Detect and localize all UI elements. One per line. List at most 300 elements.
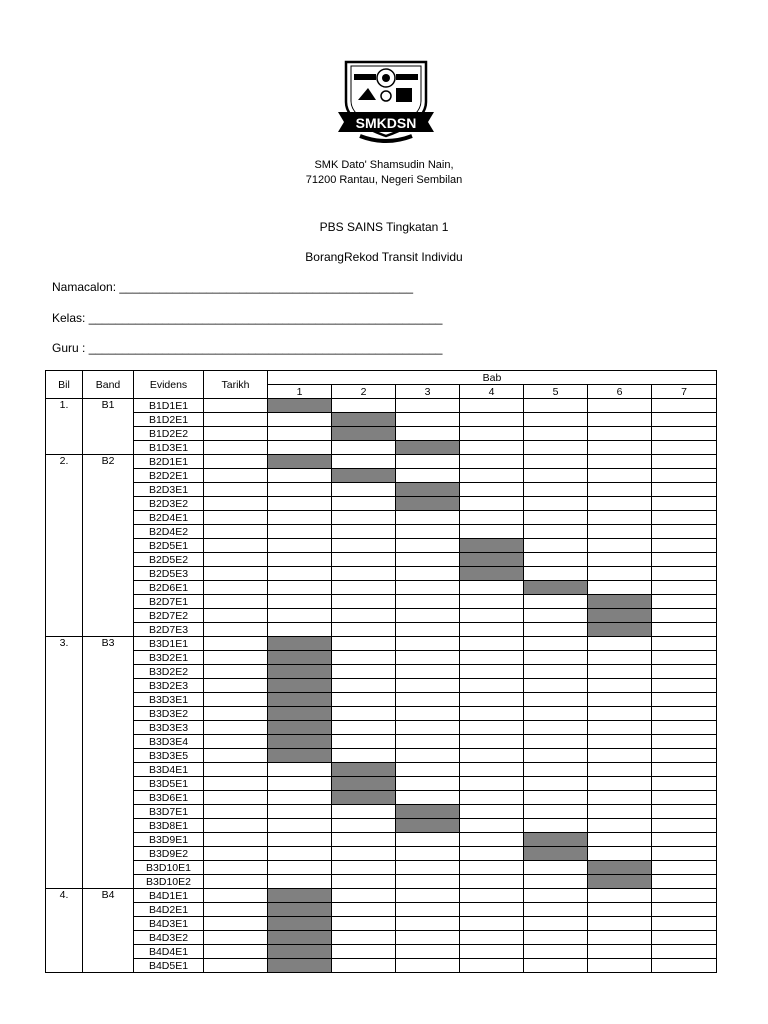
bab-cell bbox=[396, 511, 460, 525]
bab-cell bbox=[460, 693, 524, 707]
bab-cell bbox=[268, 525, 332, 539]
bab-cell-shaded bbox=[460, 567, 524, 581]
form-title: PBS SAINS Tingkatan 1 bbox=[319, 220, 449, 234]
bab-cell bbox=[588, 399, 652, 413]
tarikh-cell[interactable] bbox=[204, 399, 268, 413]
table-row bbox=[46, 637, 717, 651]
bab-cell bbox=[332, 441, 396, 455]
bab-cell bbox=[652, 693, 717, 707]
tarikh-cell[interactable] bbox=[204, 917, 268, 931]
school-name: SMK Dato' Shamsudin Nain, bbox=[314, 159, 454, 171]
bab-cell bbox=[396, 945, 460, 959]
bab-cell bbox=[652, 679, 717, 693]
bab-cell bbox=[588, 455, 652, 469]
candidate-name-field[interactable] bbox=[52, 280, 413, 294]
bab-cell bbox=[524, 469, 588, 483]
bab-cell bbox=[396, 553, 460, 567]
bab-cell bbox=[396, 567, 460, 581]
bab-cell bbox=[268, 791, 332, 805]
tarikh-cell[interactable] bbox=[204, 777, 268, 791]
tarikh-cell[interactable] bbox=[204, 567, 268, 581]
bab-cell-shaded bbox=[396, 805, 460, 819]
bab-cell bbox=[524, 567, 588, 581]
bab-cell bbox=[268, 623, 332, 637]
bab-cell bbox=[396, 959, 460, 973]
evidens-cell: B3D5E1 bbox=[134, 777, 204, 791]
evidens-cell: B3D7E1 bbox=[134, 805, 204, 819]
evidens-cell: B3D3E4 bbox=[134, 735, 204, 749]
bab-cell-shaded bbox=[268, 693, 332, 707]
bab-cell bbox=[588, 427, 652, 441]
tarikh-cell[interactable] bbox=[204, 553, 268, 567]
bab-cell bbox=[460, 889, 524, 903]
tarikh-cell[interactable] bbox=[204, 875, 268, 889]
bab-cell bbox=[524, 917, 588, 931]
bab-cell bbox=[268, 847, 332, 861]
bab-cell bbox=[652, 427, 717, 441]
bab-cell bbox=[268, 427, 332, 441]
tarikh-cell[interactable] bbox=[204, 679, 268, 693]
bab-cell bbox=[268, 805, 332, 819]
bab-cell bbox=[588, 497, 652, 511]
tarikh-cell[interactable] bbox=[204, 525, 268, 539]
table-row bbox=[46, 413, 717, 427]
table-row bbox=[46, 651, 717, 665]
evidens-cell: B2D7E3 bbox=[134, 623, 204, 637]
evidens-cell: B3D3E3 bbox=[134, 721, 204, 735]
bab-cell bbox=[460, 735, 524, 749]
evidens-cell: B3D2E2 bbox=[134, 665, 204, 679]
bab-cell bbox=[588, 413, 652, 427]
bab-cell bbox=[652, 581, 717, 595]
bab-cell bbox=[652, 833, 717, 847]
bab-cell bbox=[268, 483, 332, 497]
bab-cell bbox=[588, 693, 652, 707]
bab-cell bbox=[396, 581, 460, 595]
bab-cell bbox=[396, 721, 460, 735]
bab-cell bbox=[588, 791, 652, 805]
bab-cell bbox=[332, 903, 396, 917]
bab-cell bbox=[460, 665, 524, 679]
bab-cell bbox=[588, 735, 652, 749]
bab-cell bbox=[332, 707, 396, 721]
evidens-cell: B3D8E1 bbox=[134, 819, 204, 833]
bab-cell bbox=[524, 651, 588, 665]
bab-cell bbox=[332, 637, 396, 651]
tarikh-cell[interactable] bbox=[204, 889, 268, 903]
evidens-cell: B3D9E1 bbox=[134, 833, 204, 847]
bab-cell bbox=[332, 833, 396, 847]
bab-cell-shaded bbox=[588, 875, 652, 889]
bab-cell bbox=[652, 721, 717, 735]
bab-cell bbox=[524, 791, 588, 805]
bab-cell bbox=[652, 945, 717, 959]
bab-cell bbox=[396, 637, 460, 651]
bab-cell bbox=[588, 637, 652, 651]
bab-cell-shaded bbox=[268, 721, 332, 735]
bab-cell bbox=[524, 721, 588, 735]
bab-cell bbox=[332, 581, 396, 595]
bab-cell bbox=[588, 805, 652, 819]
bab-cell-shaded bbox=[332, 791, 396, 805]
bab-cell bbox=[332, 609, 396, 623]
header-bab-3: 3 bbox=[396, 385, 460, 399]
table-row bbox=[46, 763, 717, 777]
table-row bbox=[46, 721, 717, 735]
header-bab-2: 2 bbox=[332, 385, 396, 399]
tarikh-cell[interactable] bbox=[204, 959, 268, 973]
bab-cell bbox=[396, 791, 460, 805]
tarikh-cell[interactable] bbox=[204, 609, 268, 623]
evidens-cell: B3D6E1 bbox=[134, 791, 204, 805]
bab-cell bbox=[332, 959, 396, 973]
bab-cell bbox=[460, 399, 524, 413]
bab-cell bbox=[396, 889, 460, 903]
bab-cell bbox=[524, 959, 588, 973]
bab-cell bbox=[268, 777, 332, 791]
bab-cell bbox=[588, 931, 652, 945]
evidens-cell: B4D3E1 bbox=[134, 917, 204, 931]
bab-cell bbox=[332, 539, 396, 553]
bab-cell bbox=[652, 609, 717, 623]
table-row bbox=[46, 889, 717, 903]
bab-cell bbox=[268, 539, 332, 553]
bab-cell bbox=[396, 763, 460, 777]
bab-cell-shaded bbox=[332, 427, 396, 441]
bab-cell-shaded bbox=[332, 777, 396, 791]
tarikh-cell[interactable] bbox=[204, 721, 268, 735]
band-cell: B3 bbox=[83, 637, 134, 889]
logo-text: SMKDSN bbox=[355, 115, 417, 131]
bab-cell bbox=[588, 483, 652, 497]
school-crest-logo bbox=[332, 56, 440, 148]
evidens-cell: B1D2E2 bbox=[134, 427, 204, 441]
transit-record-table bbox=[45, 370, 717, 973]
bab-cell bbox=[460, 791, 524, 805]
bab-cell bbox=[460, 497, 524, 511]
bab-cell bbox=[588, 749, 652, 763]
bab-cell-shaded bbox=[524, 847, 588, 861]
tarikh-cell[interactable] bbox=[204, 623, 268, 637]
bab-cell bbox=[268, 763, 332, 777]
bab-cell bbox=[332, 651, 396, 665]
tarikh-cell[interactable] bbox=[204, 497, 268, 511]
bab-cell-shaded bbox=[268, 651, 332, 665]
bab-cell bbox=[652, 819, 717, 833]
bab-cell bbox=[332, 945, 396, 959]
tarikh-cell[interactable] bbox=[204, 931, 268, 945]
bab-cell-shaded bbox=[268, 945, 332, 959]
bab-cell bbox=[460, 651, 524, 665]
bab-cell bbox=[652, 637, 717, 651]
header-evidens: Evidens bbox=[134, 371, 204, 399]
bab-cell bbox=[268, 413, 332, 427]
tarikh-cell[interactable] bbox=[204, 819, 268, 833]
header-tarikh: Tarikh bbox=[204, 371, 268, 399]
bab-cell bbox=[332, 623, 396, 637]
bab-cell bbox=[652, 595, 717, 609]
bab-cell bbox=[460, 861, 524, 875]
bab-cell bbox=[652, 497, 717, 511]
bab-cell bbox=[652, 525, 717, 539]
table-row bbox=[46, 693, 717, 707]
bab-cell-shaded bbox=[588, 609, 652, 623]
bab-cell bbox=[588, 511, 652, 525]
bab-cell bbox=[524, 455, 588, 469]
evidens-cell: B3D1E1 bbox=[134, 637, 204, 651]
bil-cell: 3. bbox=[46, 637, 83, 889]
bab-cell bbox=[268, 581, 332, 595]
bab-cell-shaded bbox=[588, 595, 652, 609]
bab-cell bbox=[460, 609, 524, 623]
evidens-cell: B2D4E2 bbox=[134, 525, 204, 539]
bab-cell bbox=[460, 441, 524, 455]
bab-cell-shaded bbox=[268, 637, 332, 651]
tarikh-cell[interactable] bbox=[204, 455, 268, 469]
bab-cell-shaded bbox=[524, 581, 588, 595]
bab-cell bbox=[524, 525, 588, 539]
bab-cell-shaded bbox=[268, 903, 332, 917]
bab-cell bbox=[588, 903, 652, 917]
table-row bbox=[46, 623, 717, 637]
class-field[interactable] bbox=[52, 311, 442, 325]
header-bil: Bil bbox=[46, 371, 83, 399]
bab-cell bbox=[652, 707, 717, 721]
bab-cell bbox=[588, 469, 652, 483]
bab-cell bbox=[396, 525, 460, 539]
bab-cell bbox=[652, 875, 717, 889]
bab-cell bbox=[332, 525, 396, 539]
tarikh-cell[interactable] bbox=[204, 903, 268, 917]
bab-cell bbox=[524, 945, 588, 959]
bab-cell bbox=[652, 665, 717, 679]
header-bab-7: 7 bbox=[652, 385, 717, 399]
table-row bbox=[46, 917, 717, 931]
tarikh-cell[interactable] bbox=[204, 693, 268, 707]
bab-cell bbox=[332, 483, 396, 497]
tarikh-cell[interactable] bbox=[204, 805, 268, 819]
tarikh-cell[interactable] bbox=[204, 763, 268, 777]
bab-cell bbox=[268, 469, 332, 483]
bab-cell bbox=[652, 539, 717, 553]
bab-cell bbox=[332, 567, 396, 581]
bab-cell-shaded bbox=[268, 399, 332, 413]
bab-cell bbox=[652, 931, 717, 945]
bab-cell bbox=[396, 609, 460, 623]
bab-cell bbox=[460, 749, 524, 763]
bab-cell bbox=[332, 693, 396, 707]
table-row bbox=[46, 455, 717, 469]
bab-cell bbox=[652, 805, 717, 819]
bab-cell bbox=[524, 875, 588, 889]
bab-cell-shaded bbox=[268, 735, 332, 749]
tarikh-cell[interactable] bbox=[204, 735, 268, 749]
bab-cell bbox=[652, 749, 717, 763]
bab-cell bbox=[396, 875, 460, 889]
bab-cell bbox=[396, 861, 460, 875]
tarikh-cell[interactable] bbox=[204, 637, 268, 651]
bab-cell bbox=[652, 959, 717, 973]
bab-cell bbox=[524, 609, 588, 623]
bab-cell-shaded bbox=[268, 679, 332, 693]
tarikh-cell[interactable] bbox=[204, 469, 268, 483]
bab-cell bbox=[460, 707, 524, 721]
tarikh-cell[interactable] bbox=[204, 441, 268, 455]
bab-cell bbox=[460, 455, 524, 469]
candidate-name-blank: ____________________________________________ bbox=[119, 280, 414, 294]
evidens-cell: B2D4E1 bbox=[134, 511, 204, 525]
tarikh-cell[interactable] bbox=[204, 651, 268, 665]
table-row bbox=[46, 665, 717, 679]
bab-cell-shaded bbox=[396, 483, 460, 497]
bab-cell bbox=[268, 609, 332, 623]
bab-cell bbox=[268, 861, 332, 875]
tarikh-cell[interactable] bbox=[204, 511, 268, 525]
tarikh-cell[interactable] bbox=[204, 847, 268, 861]
bab-cell-shaded bbox=[588, 861, 652, 875]
bab-cell bbox=[460, 637, 524, 651]
table-row bbox=[46, 861, 717, 875]
teacher-label: Guru : bbox=[52, 341, 86, 355]
bab-cell bbox=[396, 903, 460, 917]
bab-cell bbox=[460, 777, 524, 791]
bab-cell bbox=[332, 553, 396, 567]
bab-cell bbox=[396, 469, 460, 483]
bab-cell bbox=[268, 595, 332, 609]
bab-cell bbox=[652, 777, 717, 791]
bab-cell bbox=[396, 735, 460, 749]
bab-cell bbox=[524, 497, 588, 511]
bab-cell bbox=[332, 721, 396, 735]
bab-cell bbox=[524, 903, 588, 917]
tarikh-cell[interactable] bbox=[204, 749, 268, 763]
bab-cell bbox=[524, 511, 588, 525]
bab-cell-shaded bbox=[332, 763, 396, 777]
bab-cell-shaded bbox=[268, 665, 332, 679]
table-row bbox=[46, 399, 717, 413]
bab-cell bbox=[396, 427, 460, 441]
bab-cell bbox=[332, 875, 396, 889]
bab-cell bbox=[332, 679, 396, 693]
bab-cell bbox=[268, 875, 332, 889]
table-row bbox=[46, 581, 717, 595]
tarikh-cell[interactable] bbox=[204, 539, 268, 553]
header-bab-4: 4 bbox=[460, 385, 524, 399]
evidens-cell: B4D3E2 bbox=[134, 931, 204, 945]
bab-cell bbox=[524, 889, 588, 903]
table-row bbox=[46, 679, 717, 693]
bab-cell-shaded bbox=[332, 413, 396, 427]
tarikh-cell[interactable] bbox=[204, 427, 268, 441]
bab-cell-shaded bbox=[268, 889, 332, 903]
band-cell: B1 bbox=[83, 399, 134, 455]
tarikh-cell[interactable] bbox=[204, 483, 268, 497]
table-row bbox=[46, 791, 717, 805]
tarikh-cell[interactable] bbox=[204, 595, 268, 609]
bab-cell bbox=[268, 819, 332, 833]
tarikh-cell[interactable] bbox=[204, 665, 268, 679]
bab-cell bbox=[524, 777, 588, 791]
bab-cell bbox=[268, 567, 332, 581]
bab-cell bbox=[524, 553, 588, 567]
bab-cell bbox=[396, 595, 460, 609]
bab-cell bbox=[652, 763, 717, 777]
bab-cell-shaded bbox=[268, 749, 332, 763]
bab-cell bbox=[332, 805, 396, 819]
bab-cell bbox=[524, 679, 588, 693]
evidens-cell: B4D4E1 bbox=[134, 945, 204, 959]
evidens-cell: B4D5E1 bbox=[134, 959, 204, 973]
bab-cell bbox=[332, 497, 396, 511]
bab-cell bbox=[652, 917, 717, 931]
bab-cell bbox=[524, 749, 588, 763]
evidens-cell: B2D5E2 bbox=[134, 553, 204, 567]
evidens-cell: B2D1E1 bbox=[134, 455, 204, 469]
bab-cell bbox=[524, 693, 588, 707]
evidens-cell: B4D2E1 bbox=[134, 903, 204, 917]
evidens-cell: B1D2E1 bbox=[134, 413, 204, 427]
bab-cell bbox=[396, 917, 460, 931]
tarikh-cell[interactable] bbox=[204, 945, 268, 959]
tarikh-cell[interactable] bbox=[204, 791, 268, 805]
bab-cell bbox=[652, 861, 717, 875]
bab-cell bbox=[588, 763, 652, 777]
bab-cell bbox=[460, 903, 524, 917]
bab-cell bbox=[396, 847, 460, 861]
bab-cell bbox=[460, 819, 524, 833]
evidens-cell: B2D7E2 bbox=[134, 609, 204, 623]
bab-cell bbox=[652, 791, 717, 805]
evidens-cell: B1D1E1 bbox=[134, 399, 204, 413]
table-row bbox=[46, 777, 717, 791]
table-row bbox=[46, 945, 717, 959]
bab-cell bbox=[588, 707, 652, 721]
bab-cell bbox=[524, 483, 588, 497]
bab-cell bbox=[588, 777, 652, 791]
bab-cell bbox=[460, 511, 524, 525]
bab-cell-shaded bbox=[460, 539, 524, 553]
bab-cell bbox=[268, 441, 332, 455]
bab-cell bbox=[524, 427, 588, 441]
bab-cell bbox=[332, 819, 396, 833]
bab-cell bbox=[652, 903, 717, 917]
bab-cell bbox=[588, 539, 652, 553]
tarikh-cell[interactable] bbox=[204, 413, 268, 427]
table-row bbox=[46, 511, 717, 525]
bab-cell bbox=[588, 833, 652, 847]
band-cell: B4 bbox=[83, 889, 134, 973]
bab-cell bbox=[652, 469, 717, 483]
tarikh-cell[interactable] bbox=[204, 861, 268, 875]
tarikh-cell[interactable] bbox=[204, 833, 268, 847]
bab-cell bbox=[460, 413, 524, 427]
bab-cell bbox=[460, 623, 524, 637]
table-row bbox=[46, 805, 717, 819]
bab-cell bbox=[652, 553, 717, 567]
header-bab-1: 1 bbox=[268, 385, 332, 399]
table-row bbox=[46, 595, 717, 609]
bab-cell bbox=[332, 735, 396, 749]
teacher-field[interactable] bbox=[52, 341, 442, 355]
bab-cell bbox=[396, 539, 460, 553]
evidens-cell: B3D10E2 bbox=[134, 875, 204, 889]
tarikh-cell[interactable] bbox=[204, 707, 268, 721]
bab-cell bbox=[524, 805, 588, 819]
evidens-cell: B2D5E3 bbox=[134, 567, 204, 581]
evidens-cell: B3D2E1 bbox=[134, 651, 204, 665]
bab-cell bbox=[524, 763, 588, 777]
tarikh-cell[interactable] bbox=[204, 581, 268, 595]
